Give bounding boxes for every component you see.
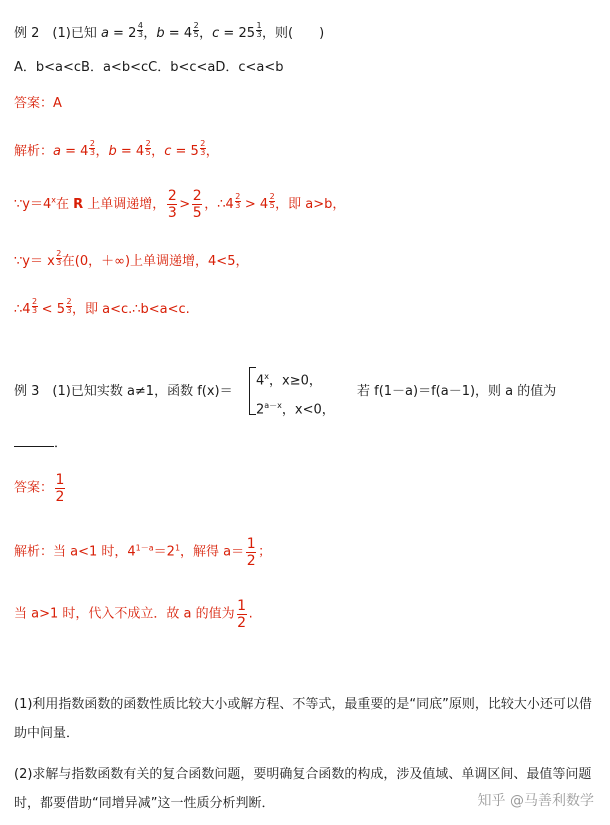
ex2-answer: 答案：A — [14, 96, 62, 111]
ex3-case1: 4$^x$，x≥0， — [256, 372, 322, 389]
piecewise-brace — [249, 367, 256, 415]
ex2-solution-line4: ∴4 $^{\frac{2}{3}}$ < 5 $^{\frac{2}{3}}$ ，即 a<c.∴b<a<c. — [14, 297, 190, 317]
ex2-question: 例 2 (1)已知 a = 2 $^{\frac{4}{3}}$ ，b = 4 $^{\frac{2}{5}}$ ，c = 25 $^{\frac{1}{3}}$ ，则( ) — [14, 21, 325, 41]
note-paragraph-1: (1)利用指数函数的函数性质比较大小或解方程、不等式，最重要的是“同底”原则，比较大小还可以借助中间量． — [14, 697, 592, 741]
answer-blank — [14, 436, 54, 447]
ex3-solution-line1: 解析：当 a<1 时，$4^{1-a}=2^1$，解得 a＝ $\frac{1}{2}$ ； — [14, 536, 272, 569]
ex3-question-head: 例 3 (1)已知实数 a≠1，函数 f(x)＝ — [14, 384, 233, 399]
exponent-fraction: 1 3 — [256, 21, 262, 39]
ex2-solution-line1: 解析：a = 4 $^{\frac{2}{3}}$ ，b = 4 $^{\frac{2}{5}}$ ，c = 5 $^{\frac{2}{3}}$ ， — [14, 139, 219, 159]
ex2-solution-line2: $\because y=4^x$在 R 上单调递增， $\frac{2}{3}$ > $\frac{2}{5}$ ，∴4 $^{\frac{2}{3}}$ > 4 $^{\frac{2}{5}}$ ，即 a>b， — [14, 188, 346, 221]
note-paragraph-2: (2)求解与指数函数有关的复合函数问题，要明确复合函数的构成，涉及值域、单调区间、最值等问题时，都要借助“同增异减”这一性质分析判断． — [14, 767, 592, 811]
ex3-case2: $2^{a-x}$，x<0， — [256, 401, 335, 418]
ex2-options: A．b<a<cB．a<b<cC．b<c<aD．c<a<b — [14, 60, 284, 75]
ex3-condition: 若 f(1－a)＝f(a－1)，则 a 的值为 — [357, 384, 557, 399]
ex3-solution-line2: 当 a>1 时，代入不成立．故 a 的值为 $\frac{1}{2}$ . — [14, 598, 253, 631]
watermark: 知乎 @马善利数学 — [477, 793, 594, 809]
exponent-fraction: 4 3 — [137, 21, 143, 39]
exponent-fraction: 2 5 — [193, 21, 199, 39]
ex3-answer: 答案： $\frac{1}{2}$ — [14, 472, 65, 505]
ex3-blank-line: ． — [14, 436, 67, 452]
ex2-solution-line3: ∵y＝ x $^{\frac{2}{3}}$ 在(0，＋∞)上单调递增，4<5， — [14, 249, 249, 269]
